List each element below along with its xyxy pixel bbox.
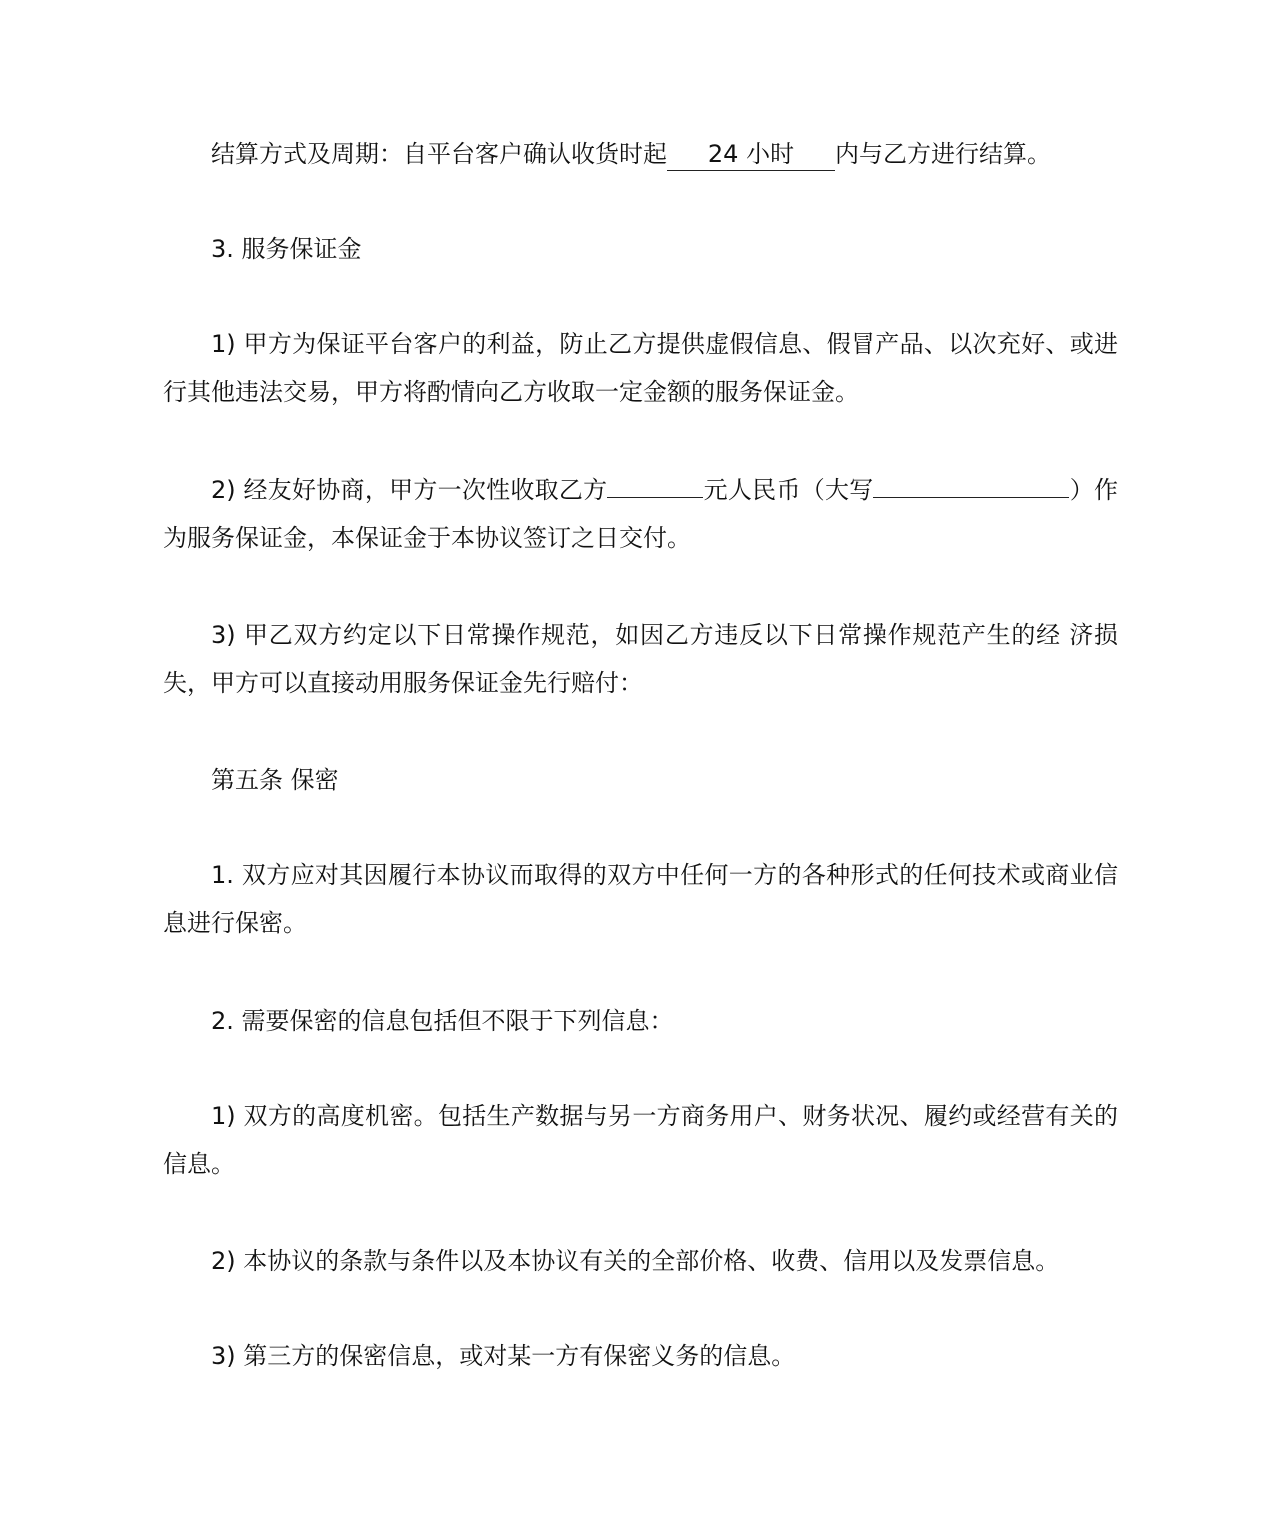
item-2-prefix: 2) 经友好协商，甲方一次性收取乙方 (211, 476, 608, 504)
amount-blank (607, 465, 703, 498)
section-3-item-2 (163, 465, 1118, 562)
section-3-heading: 3. 服务保证金 (211, 235, 362, 263)
article-5-heading: 第五条 保密 (211, 766, 339, 794)
item-2-middle: 元人民币（大写 (703, 476, 874, 504)
settlement-paragraph (163, 130, 1118, 178)
settlement-prefix: 结算方式及周期：自平台客户确认收货时起 (211, 140, 667, 168)
settlement-suffix: 内与乙方进行结算。 (835, 140, 1051, 168)
article-5-sub-1: 1) 双方的高度机密。包括生产数据与另一方商务用户、财务状况、履约或经营有关的信息。 (163, 1102, 1118, 1178)
article-5-clause-2: 2. 需要保密的信息包括但不限于下列信息： (211, 1007, 674, 1035)
settlement-period-field: 24 小时 (667, 138, 835, 171)
article-5-sub-3: 3) 第三方的保密信息，或对某一方有保密义务的信息。 (211, 1342, 796, 1370)
amount-in-words-blank (873, 465, 1069, 498)
section-3-item-3: 3) 甲乙双方约定以下日常操作规范，如因乙方违反以下日常操作规范产生的经 济损失，甲方可以直接动用服务保证金先行赔付： (163, 621, 1118, 697)
section-3-item-1: 1) 甲方为保证平台客户的利益，防止乙方提供虚假信息、假冒产品、以次充好、或进行其他违法交易，甲方将酌情向乙方收取一定金额的服务保证金。 (163, 330, 1118, 406)
item-2-suffix: ）作为服务保证金，本保证金于本协议签订之日交付。 (163, 476, 1119, 552)
article-5-sub-2: 2) 本协议的条款与条件以及本协议有关的全部价格、收费、信用以及发票信息。 (211, 1247, 1060, 1275)
article-5-clause-1: 1. 双方应对其因履行本协议而取得的双方中任何一方的各种形式的任何技术或商业信息进行保密。 (163, 861, 1118, 937)
